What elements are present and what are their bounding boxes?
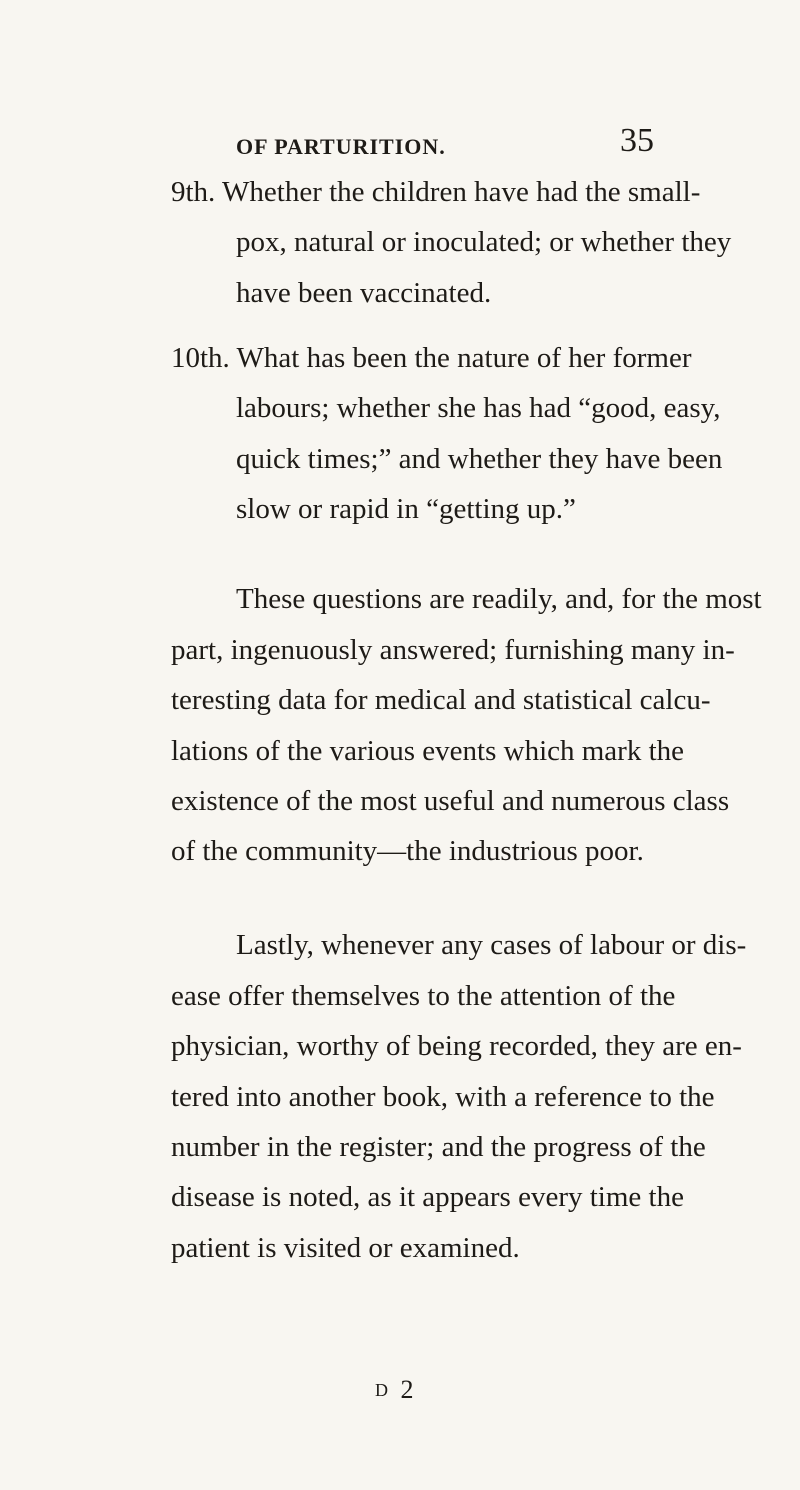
running-head (0, 118, 800, 174)
paragraph-line: number in the register; and the progress of the (171, 1131, 706, 1163)
item-label: 10th. (171, 342, 230, 374)
item-10th-line-3: quick times;” and whether they have been (236, 443, 723, 475)
paragraph-line: part, ingenuously answered; furnishing many in- (171, 634, 735, 666)
page-number: 35 (620, 122, 654, 159)
paragraph-line: These questions are readily, and, for the most (236, 583, 762, 615)
signature-mark (375, 1375, 417, 1405)
signature-letter: D (375, 1380, 391, 1400)
paragraph-line: teresting data for medical and statistical calcu- (171, 684, 711, 716)
item-9th-line-3: have been vaccinated. (236, 277, 492, 309)
paragraph-line: patient is visited or examined. (171, 1232, 520, 1264)
item-label: 9th. (171, 176, 216, 208)
running-title: OF PARTURITION. (236, 134, 446, 159)
paragraph-line: lations of the various events which mark the (171, 735, 685, 767)
signature-number: 2 (400, 1375, 417, 1404)
item-10th-line-2: labours; whether she has had “good, easy, (236, 392, 721, 424)
paragraph-line: existence of the most useful and numerous class (171, 785, 730, 817)
item-10th-line-1 (171, 342, 692, 374)
item-10th-line-4: slow or rapid in “getting up.” (236, 493, 576, 525)
paragraph-line: physician, worthy of being recorded, they are en- (171, 1030, 742, 1062)
item-9th-line-1 (171, 176, 701, 208)
paragraph-line: tered into another book, with a reference to the (171, 1081, 715, 1113)
item-text: Whether the children have had the small- (222, 176, 701, 208)
paragraph-line: ease offer themselves to the attention of the (171, 980, 676, 1012)
item-9th-line-2: pox, natural or inoculated; or whether they (236, 226, 732, 258)
item-text: What has been the nature of her former (236, 342, 692, 374)
paragraph-line: Lastly, whenever any cases of labour or dis- (236, 929, 747, 961)
paragraph-line: of the community—the industrious poor. (171, 835, 644, 867)
paragraph-line: disease is noted, as it appears every time the (171, 1181, 684, 1213)
